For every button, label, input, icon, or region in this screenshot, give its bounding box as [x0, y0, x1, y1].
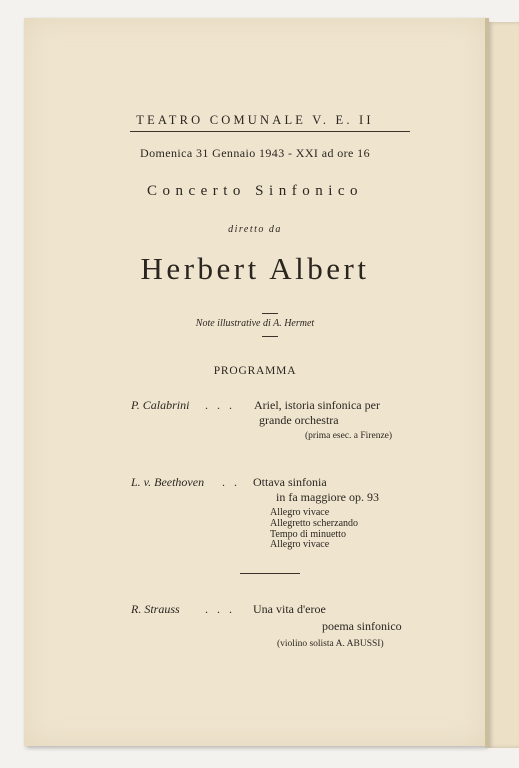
section-divider	[240, 573, 300, 574]
leader-dots: . . .	[205, 602, 235, 616]
movement: Allegretto scherzando	[270, 518, 359, 529]
movement: Allegro vivace	[270, 539, 330, 550]
composer-calabrini: P. Calabrini	[131, 398, 190, 412]
theatre-name: TEATRO COMUNALE V. E. II	[136, 113, 374, 127]
work-title: Una vita d'eroe	[253, 602, 326, 616]
work-subtitle: poema sinfonico	[322, 619, 402, 633]
performance-note: (violino solista A. ABUSSI)	[277, 639, 384, 649]
composer-strauss: R. Strauss	[131, 602, 180, 616]
notes-credit: Note illustrative di A. Hermet	[195, 318, 315, 329]
notes-rule-top	[262, 313, 278, 314]
work-subtitle: in fa maggiore op. 93	[276, 490, 379, 504]
work-title: Ariel, istoria sinfonica per	[254, 398, 380, 412]
work-subtitle: grande orchestra	[259, 413, 339, 427]
directed-by: diretto da	[228, 224, 282, 235]
leader-dots: . .	[222, 475, 240, 489]
conductor-name: Herbert Albert	[140, 251, 370, 286]
next-page-edge	[488, 22, 519, 748]
date-line: Domenica 31 Gennaio 1943 - XXI ad ore 16	[140, 146, 370, 160]
concert-title: Concerto Sinfonico	[146, 183, 364, 199]
programme-heading: PROGRAMMA	[213, 365, 297, 377]
movement: Allegro vivace	[270, 507, 330, 518]
leader-dots: . . .	[205, 398, 235, 412]
work-title: Ottava sinfonia	[253, 475, 327, 489]
performance-note: (prima esec. a Firenze)	[305, 431, 393, 441]
composer-beethoven: L. v. Beethoven	[131, 475, 205, 489]
theatre-underline	[130, 131, 410, 132]
movement: Tempo di minuetto	[270, 529, 346, 540]
notes-rule-bottom	[262, 336, 278, 337]
